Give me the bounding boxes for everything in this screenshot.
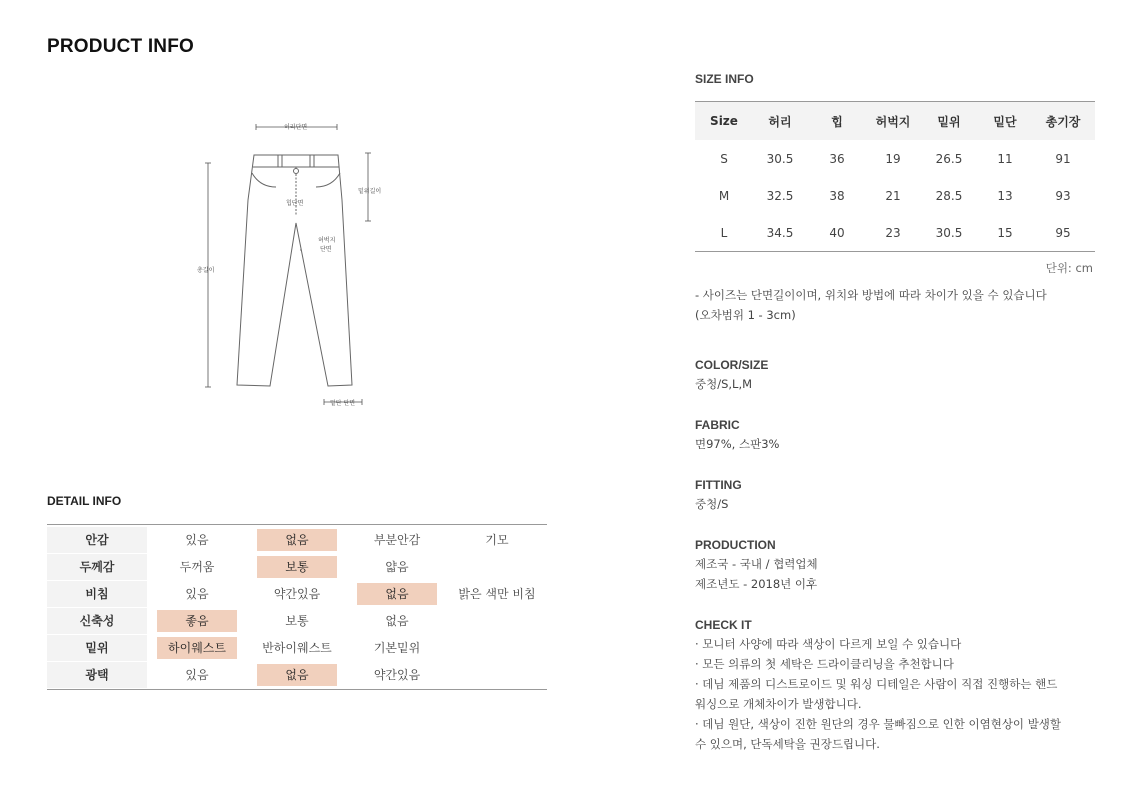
size-table-cell: M <box>718 188 730 203</box>
detail-option: 밝은 색만 비침 <box>458 587 536 601</box>
detail-option-selected: 없음 <box>257 664 337 686</box>
size-table-cell: 28.5 <box>935 188 963 203</box>
detail-option-cell <box>347 664 447 686</box>
detail-option-cell <box>247 664 347 686</box>
detail-info-title: DETAIL INFO <box>47 494 122 508</box>
check-it-line: 수 있으며, 단독세탁을 권장드립니다. <box>695 737 880 751</box>
size-note <box>695 285 1047 325</box>
fitting-value: 중청/S <box>695 497 729 511</box>
check-it-line: 워싱으로 개체차이가 발생합니다. <box>695 697 862 711</box>
size-table-cell: 23 <box>885 225 901 240</box>
size-table-cell: 40 <box>829 225 845 240</box>
detail-option-selected: 없음 <box>357 583 437 605</box>
detail-option-cell <box>247 583 347 605</box>
detail-row <box>47 607 547 634</box>
size-table-header-cell: 힙 <box>831 114 843 129</box>
detail-option-cell <box>347 583 447 605</box>
pants-measurement-diagram <box>190 115 390 415</box>
detail-option: 부분안감 <box>373 533 421 547</box>
detail-option-cell <box>447 529 547 551</box>
detail-option: 있음 <box>185 533 209 547</box>
production-line: 제조년도 - 2018년 이후 <box>695 577 818 591</box>
detail-row <box>47 661 547 688</box>
check-it-line: · 데님 원단, 색상이 진한 원단의 경우 물빠짐으로 인한 이염현상이 발생할 <box>695 717 1062 731</box>
detail-option-selected: 없음 <box>257 529 337 551</box>
detail-option-cell <box>247 610 347 632</box>
check-it-list <box>695 634 1061 754</box>
size-table-header-row <box>695 102 1095 140</box>
size-table-cell: 30.5 <box>935 225 963 240</box>
check-it-line: · 데님 제품의 디스트로이드 및 워싱 디테일은 사람이 직접 진행하는 핸드 <box>695 677 1058 691</box>
thigh-label: 허벅지 <box>318 237 336 244</box>
size-note-line: (오차범위 1 - 3cm) <box>695 308 796 322</box>
detail-option-cell <box>147 583 247 605</box>
size-table-cell: 11 <box>997 151 1013 166</box>
size-table-cell: 13 <box>997 188 1013 203</box>
detail-info-table <box>47 524 547 690</box>
detail-option-cell <box>147 637 247 659</box>
size-table-cell: 32.5 <box>766 188 794 203</box>
fabric-value: 면97%, 스판3% <box>695 437 780 451</box>
size-unit: 단위: cm <box>1045 261 1093 275</box>
size-note-line: - 사이즈는 단면길이이며, 위치와 방법에 따라 차이가 있을 수 있습니다 <box>695 288 1047 302</box>
detail-option-cell <box>247 556 347 578</box>
rise-label: 밑위길이 <box>358 188 382 195</box>
hem-label: 밑단 단면 <box>330 400 356 407</box>
detail-row-header: 광택 <box>47 662 147 688</box>
detail-option-cell <box>447 610 547 632</box>
detail-row-header: 비침 <box>47 581 147 607</box>
size-table-cell: 36 <box>829 151 845 166</box>
fitting-title: FITTING <box>695 478 742 492</box>
detail-option: 없음 <box>385 614 409 628</box>
size-table-cell: 30.5 <box>766 151 794 166</box>
size-table-header-cell: 밑위 <box>937 114 961 129</box>
detail-option-cell <box>347 556 447 578</box>
size-table-header-cell: 허리 <box>768 114 792 129</box>
detail-option: 두꺼움 <box>179 560 215 574</box>
size-table-row <box>695 140 1095 177</box>
size-table-cell: 38 <box>829 188 845 203</box>
thigh-label-2: 단면 <box>320 246 332 253</box>
detail-option <box>457 610 537 632</box>
size-table-cell: 19 <box>885 151 901 166</box>
detail-row-header: 밑위 <box>47 635 147 661</box>
fabric-title: FABRIC <box>695 418 740 432</box>
detail-row-header: 안감 <box>47 527 147 553</box>
size-table-cell: 15 <box>997 225 1013 240</box>
detail-option-cell <box>447 637 547 659</box>
check-it-line: · 모니터 사양에 따라 색상이 다르게 보일 수 있습니다 <box>695 637 962 651</box>
size-table-cell: 95 <box>1055 225 1071 240</box>
detail-row <box>47 526 547 553</box>
detail-option: 얇음 <box>385 560 409 574</box>
detail-option-cell <box>447 583 547 605</box>
detail-option-cell <box>247 637 347 659</box>
detail-option-cell <box>147 529 247 551</box>
detail-option-cell <box>447 664 547 686</box>
detail-option-selected: 하이웨스트 <box>157 637 237 659</box>
detail-option: 있음 <box>185 668 209 682</box>
production-title: PRODUCTION <box>695 538 776 552</box>
size-table-header-cell: 허벅지 <box>875 114 911 129</box>
detail-option-cell <box>347 610 447 632</box>
detail-option-cell <box>247 529 347 551</box>
detail-option-cell <box>447 556 547 578</box>
size-table-cell: 34.5 <box>766 225 794 240</box>
size-table-cell: 93 <box>1055 188 1071 203</box>
size-table-row <box>695 177 1095 214</box>
detail-option: 기본밑위 <box>373 641 421 655</box>
detail-option-cell <box>147 610 247 632</box>
size-table-header-cell: 총기장 <box>1045 114 1081 129</box>
size-table-cell: 91 <box>1055 151 1071 166</box>
detail-option-selected: 보통 <box>257 556 337 578</box>
detail-row-header: 신축성 <box>47 608 147 634</box>
detail-option: 보통 <box>285 614 309 628</box>
length-label: 총길이 <box>197 267 215 274</box>
size-table-cell: 26.5 <box>935 151 963 166</box>
production-text <box>695 554 818 594</box>
hip-label: 힙단면 <box>286 200 304 207</box>
detail-option: 있음 <box>185 587 209 601</box>
detail-option-cell <box>147 664 247 686</box>
detail-row <box>47 634 547 661</box>
detail-row <box>47 580 547 607</box>
detail-option: 약간있음 <box>373 668 421 682</box>
detail-row <box>47 553 547 580</box>
detail-row-header: 두께감 <box>47 554 147 580</box>
detail-option-cell <box>347 637 447 659</box>
production-line: 제조국 - 국내 / 협력업체 <box>695 557 818 571</box>
detail-option: 반하이웨스트 <box>262 641 332 655</box>
size-info-title: SIZE INFO <box>695 72 754 86</box>
color-size-value: 중청/S,L,M <box>695 377 753 391</box>
check-it-line: · 모든 의류의 첫 세탁은 드라이클리닝을 추천합니다 <box>695 657 954 671</box>
check-it-title: CHECK IT <box>695 618 752 632</box>
detail-option <box>457 664 537 686</box>
size-table-cell: L <box>720 225 728 240</box>
detail-option: 약간있음 <box>273 587 321 601</box>
size-table-header-cell: Size <box>710 114 738 128</box>
detail-option-cell <box>147 556 247 578</box>
detail-option-selected: 좋음 <box>157 610 237 632</box>
size-table <box>695 101 1095 252</box>
pants-outline-drawing <box>190 115 390 415</box>
size-table-cell: S <box>720 151 728 166</box>
size-table-row <box>695 214 1095 251</box>
color-size-title: COLOR/SIZE <box>695 358 769 372</box>
page-title: PRODUCT INFO <box>47 36 195 57</box>
detail-option <box>457 637 537 659</box>
detail-option: 기모 <box>485 533 509 547</box>
detail-option-cell <box>347 529 447 551</box>
size-table-header-cell: 밑단 <box>993 114 1017 129</box>
detail-option <box>457 556 537 578</box>
size-table-cell: 21 <box>885 188 901 203</box>
waist-label: 허리단면 <box>284 124 308 131</box>
